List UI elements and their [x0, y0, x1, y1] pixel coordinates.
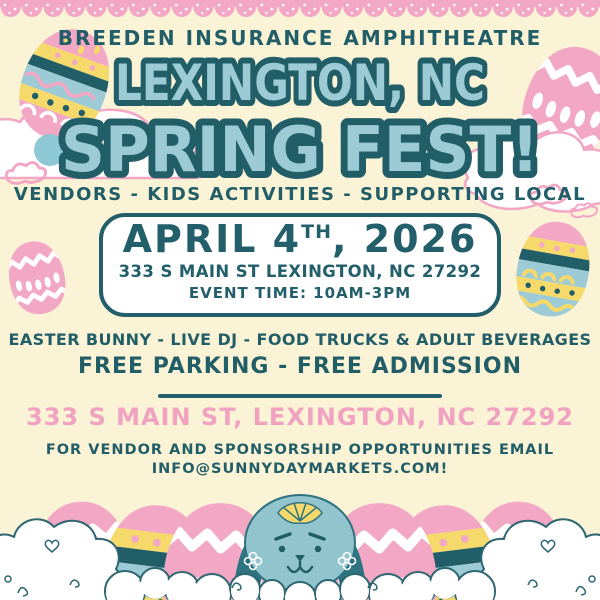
event-time: EVENT TIME: 10AM-3PM: [188, 284, 412, 303]
event-date: [103, 218, 497, 262]
contact-email: INFO@SUNNYDAYMARKETS.COM!: [151, 461, 449, 477]
address-line-pink: 333 S MAIN ST, LEXINGTON, NC 27292: [26, 403, 574, 431]
highlights-line: VENDORS - KIDS ACTIVITIES - SUPPORTING LOCAL: [13, 184, 587, 205]
mid-right-striped-egg-icon: [506, 212, 600, 325]
features-line: EASTER BUNNY - LIVE DJ - FOOD TRUCKS & ADULT BEVERAGES: [8, 330, 592, 349]
city-headline: LEXINGTON, NC: [115, 54, 485, 112]
scalloped-border: [0, 0, 600, 20]
date-box: [99, 213, 501, 317]
event-title-headline: SPRING FEST!: [61, 113, 539, 184]
divider-line: [158, 394, 442, 398]
mid-left-pink-egg-icon: [0, 233, 74, 323]
bottom-illustration: [0, 491, 600, 600]
event-address: 333 S MAIN ST LEXINGTON, NC 27292: [118, 261, 482, 281]
headline-bubble-text: [0, 50, 600, 184]
date-ordinal: TH: [301, 221, 332, 243]
admission-line: FREE PARKING - FREE ADMISSION: [78, 354, 522, 379]
venue-name: BREEDEN INSURANCE AMPHITHEATRE: [57, 26, 543, 50]
contact-line-1: FOR VENDOR AND SPONSORSHIP OPPORTUNITIES EMAIL: [45, 442, 555, 458]
date-tail: , 2026: [331, 217, 478, 261]
date-main: APRIL 4: [122, 217, 302, 261]
